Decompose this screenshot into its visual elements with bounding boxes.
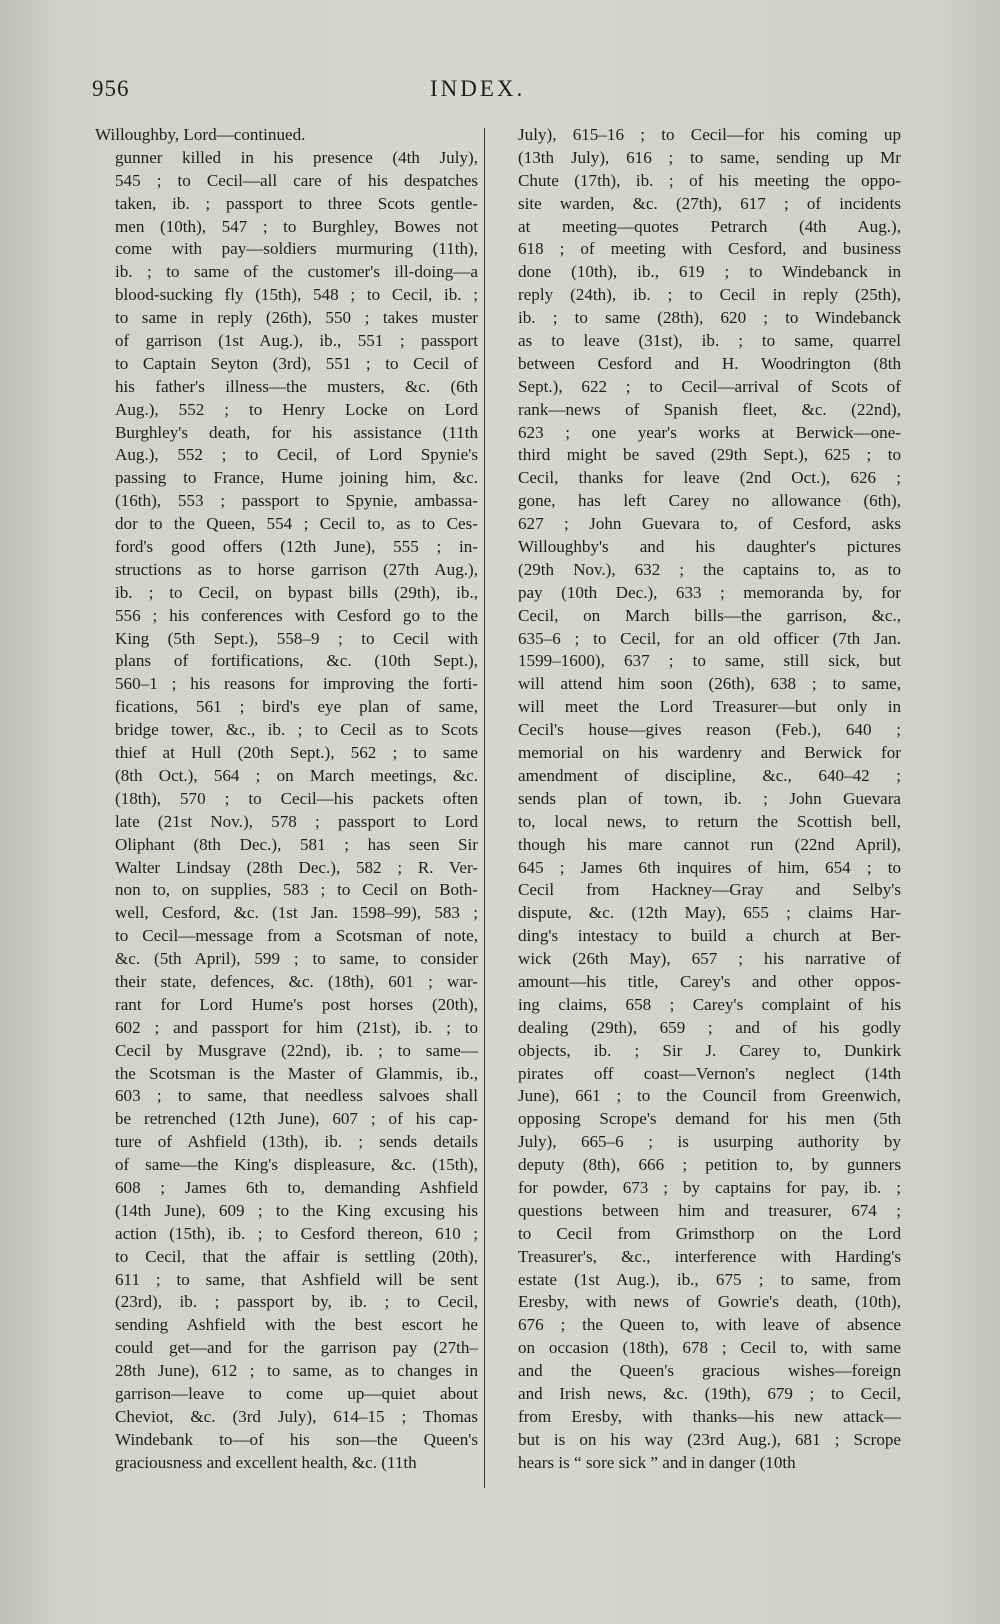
index-line: though his mare cannot run (22nd April), xyxy=(518,834,901,854)
index-line: estate (1st Aug.), ib., 675 ; to same, from xyxy=(518,1269,901,1289)
index-line: but is on his way (23rd Aug.), 681 ; Scrope xyxy=(518,1429,901,1449)
index-line: third might be saved (29th Sept.), 625 ; to xyxy=(518,445,901,465)
index-line: ib. ; to same of the customer's ill-doing—a xyxy=(115,262,478,282)
index-line: King (5th Sept.), 558–9 ; to Cecil with xyxy=(115,628,478,648)
index-line: 28th June), 612 ; to same, as to changes in xyxy=(115,1361,478,1381)
index-line: on occasion (18th), 678 ; Cecil to, with same xyxy=(518,1338,901,1358)
index-line: Burghley's death, for his assistance (11th xyxy=(115,422,478,442)
index-line: to Cecil—message from a Scotsman of note, xyxy=(115,926,478,946)
index-line: memorial on his wardenry and Berwick for xyxy=(518,743,901,763)
index-line: Cecil, on March bills—the garrison, &c., xyxy=(518,605,901,625)
index-line: amendment of discipline, &c., 640–42 ; xyxy=(518,765,901,785)
index-line: pay (10th Dec.), 633 ; memoranda by, for xyxy=(518,582,901,602)
index-line: Aug.), 552 ; to Henry Locke on Lord xyxy=(115,399,478,419)
index-line: rant for Lord Hume's post horses (20th), xyxy=(115,994,478,1014)
index-line: could get—and for the garrison pay (27th– xyxy=(115,1338,478,1358)
index-line: July), 615–16 ; to Cecil—for his coming up xyxy=(518,125,901,144)
index-line: ib. ; to same (28th), 620 ; to Windebanck xyxy=(518,308,901,328)
index-line: ding's intestacy to build a church at Ber- xyxy=(518,926,901,946)
index-line: reply (24th), ib. ; to Cecil in reply (25th), xyxy=(518,285,901,305)
column-divider xyxy=(484,128,485,1488)
index-line: questions between him and treasurer, 674 ; xyxy=(518,1200,901,1220)
index-line: opposing Scrope's demand for his men (5th xyxy=(518,1109,901,1129)
index-line: blood-sucking fly (15th), 548 ; to Cecil, ib. ; xyxy=(115,285,478,305)
right-column xyxy=(518,124,901,1475)
index-line: done (10th), ib., 619 ; to Windebanck in xyxy=(518,262,901,282)
index-line: bridge tower, &c., ib. ; to Cecil as to Scots xyxy=(115,720,478,740)
index-line: 623 ; one year's works at Berwick—one- xyxy=(518,422,901,442)
index-line: Willoughby's and his daughter's pictures xyxy=(518,537,901,557)
index-line: as to leave (31st), ib. ; to same, quarrel xyxy=(518,331,901,351)
index-line: Treasurer's, &c., interference with Harding's xyxy=(518,1246,901,1266)
index-line: well, Cesford, &c. (1st Jan. 1598–99), 583 ; xyxy=(115,903,478,923)
index-line: 560–1 ; his reasons for improving the forti- xyxy=(115,674,478,694)
index-line: gone, has left Carey no allowance (6th), xyxy=(518,491,901,511)
index-line: 635–6 ; to Cecil, for an old officer (7th Jan. xyxy=(518,628,901,648)
index-line: site warden, &c. (27th), 617 ; of incidents xyxy=(518,193,901,213)
running-head: INDEX. xyxy=(430,76,526,101)
index-line: Cheviot, &c. (3rd July), 614–15 ; Thomas xyxy=(115,1406,478,1426)
index-line: pirates off coast—Vernon's neglect (14th xyxy=(518,1063,901,1083)
index-line: Windebank to—of his son—the Queen's xyxy=(115,1429,478,1449)
index-line: from Eresby, with thanks—his new attack— xyxy=(518,1406,901,1426)
index-line: (14th June), 609 ; to the King excusing his xyxy=(115,1200,478,1220)
index-line: be retrenched (12th June), 607 ; of his cap- xyxy=(115,1109,478,1129)
index-line: 1599–1600), 637 ; to same, still sick, but xyxy=(518,651,901,671)
index-line: late (21st Nov.), 578 ; passport to Lord xyxy=(115,811,478,831)
index-line: 545 ; to Cecil—all care of his despatches xyxy=(115,170,478,190)
index-line: Willoughby, Lord—continued. xyxy=(95,125,306,144)
index-line: deputy (8th), 666 ; petition to, by gunners xyxy=(518,1155,901,1175)
index-line: rank—news of Spanish fleet, &c. (22nd), xyxy=(518,399,901,419)
index-line: to Cecil from Grimsthorp on the Lord xyxy=(518,1223,901,1243)
index-line: June), 661 ; to the Council from Greenwich, xyxy=(518,1086,901,1106)
index-line: (18th), 570 ; to Cecil—his packets often xyxy=(115,788,478,808)
index-line: 627 ; John Guevara to, of Cesford, asks xyxy=(518,514,901,534)
index-line: the Scotsman is the Master of Glammis, ib., xyxy=(115,1063,478,1083)
index-line: 608 ; James 6th to, demanding Ashfield xyxy=(115,1177,478,1197)
index-line: and Irish news, &c. (19th), 679 ; to Cecil, xyxy=(518,1383,901,1403)
index-line: ford's good offers (12th June), 555 ; in- xyxy=(115,537,478,557)
index-line: (13th July), 616 ; to same, sending up Mr xyxy=(518,147,901,167)
index-line: plans of fortifications, &c. (10th Sept.), xyxy=(115,651,478,671)
index-line: hears is “ sore sick ” and in danger (10th xyxy=(518,1452,796,1472)
index-line: taken, ib. ; passport to three Scots gentle- xyxy=(115,193,478,213)
index-line: 611 ; to same, that Ashfield will be sent xyxy=(115,1269,478,1289)
index-line: Cecil from Hackney—Gray and Selby's xyxy=(518,880,901,900)
index-line: sending Ashfield with the best escort he xyxy=(115,1315,478,1335)
index-line: at meeting—quotes Petrarch (4th Aug.), xyxy=(518,216,901,236)
index-line: non to, on supplies, 583 ; to Cecil on Both- xyxy=(115,880,478,900)
index-line: and the Queen's gracious wishes—foreign xyxy=(518,1361,901,1381)
index-line: men (10th), 547 ; to Burghley, Bowes not xyxy=(115,216,478,236)
index-line: of garrison (1st Aug.), ib., 551 ; passport xyxy=(115,331,478,351)
index-line: amount—his title, Carey's and other oppos- xyxy=(518,971,901,991)
index-line: Oliphant (8th Dec.), 581 ; has seen Sir xyxy=(115,834,478,854)
left-column xyxy=(95,124,478,1475)
index-line: structions as to horse garrison (27th Aug.), xyxy=(115,559,478,579)
index-line: will attend him soon (26th), 638 ; to same, xyxy=(518,674,901,694)
index-line: come with pay—soldiers murmuring (11th), xyxy=(115,239,478,259)
index-line: dealing (29th), 659 ; and of his godly xyxy=(518,1017,901,1037)
index-line: will meet the Lord Treasurer—but only in xyxy=(518,697,901,717)
index-line: graciousness and excellent health, &c. (11th xyxy=(115,1452,417,1472)
index-line: &c. (5th April), 599 ; to same, to consider xyxy=(115,949,478,969)
index-line: dor to the Queen, 554 ; Cecil to, as to Ces- xyxy=(115,514,478,534)
index-line: sends plan of town, ib. ; John Guevara xyxy=(518,788,901,808)
index-line: ing claims, 658 ; Carey's complaint of his xyxy=(518,994,901,1014)
index-line: his father's illness—the musters, &c. (6th xyxy=(115,376,478,396)
index-line: ib. ; to Cecil, on bypast bills (29th), ib., xyxy=(115,582,478,602)
index-line: ture of Ashfield (13th), ib. ; sends details xyxy=(115,1132,478,1152)
index-line: garrison—leave to come up—quiet about xyxy=(115,1383,478,1403)
index-line: their state, defences, &c. (18th), 601 ; war- xyxy=(115,971,478,991)
index-line: fications, 561 ; bird's eye plan of same, xyxy=(115,697,478,717)
index-line: July), 665–6 ; is usurping authority by xyxy=(518,1132,901,1152)
index-line: to, local news, to return the Scottish bell, xyxy=(518,811,901,831)
index-line: Walter Lindsay (28th Dec.), 582 ; R. Ver- xyxy=(115,857,478,877)
index-line: thief at Hull (20th Sept.), 562 ; to same xyxy=(115,743,478,763)
index-line: action (15th), ib. ; to Cesford thereon, 610 ; xyxy=(115,1223,478,1243)
index-line: Cecil's house—gives reason (Feb.), 640 ; xyxy=(518,720,901,740)
index-line: Eresby, with news of Gowrie's death, (10th), xyxy=(518,1292,901,1312)
index-line: Cecil by Musgrave (22nd), ib. ; to same— xyxy=(115,1040,478,1060)
index-line: (8th Oct.), 564 ; on March meetings, &c. xyxy=(115,765,478,785)
index-line: for powder, 673 ; by captains for pay, ib. ; xyxy=(518,1177,901,1197)
index-line: (23rd), ib. ; passport by, ib. ; to Cecil, xyxy=(115,1292,478,1312)
index-line: 556 ; his conferences with Cesford go to the xyxy=(115,605,478,625)
index-line: gunner killed in his presence (4th July), xyxy=(115,147,478,167)
index-line: 602 ; and passport for him (21st), ib. ; to xyxy=(115,1017,478,1037)
index-line: Chute (17th), ib. ; of his meeting the oppo- xyxy=(518,170,901,190)
index-line: dispute, &c. (12th May), 655 ; claims Har- xyxy=(518,903,901,923)
index-line: (29th Nov.), 632 ; the captains to, as to xyxy=(518,559,901,579)
index-line: objects, ib. ; Sir J. Carey to, Dunkirk xyxy=(518,1040,901,1060)
index-line: to Cecil, that the affair is settling (20th), xyxy=(115,1246,478,1266)
index-line: wick (26th May), 657 ; his narrative of xyxy=(518,949,901,969)
index-line: 645 ; James 6th inquires of him, 654 ; to xyxy=(518,857,901,877)
index-line: between Cesford and H. Woodrington (8th xyxy=(518,353,901,373)
index-line: (16th), 553 ; passport to Spynie, ambassa- xyxy=(115,491,478,511)
index-line: passing to France, Hume joining him, &c. xyxy=(115,468,478,488)
index-line: of same—the King's displeasure, &c. (15th), xyxy=(115,1155,478,1175)
index-line: to Captain Seyton (3rd), 551 ; to Cecil of xyxy=(115,353,478,373)
index-line: Cecil, thanks for leave (2nd Oct.), 626 ; xyxy=(518,468,901,488)
index-line: Aug.), 552 ; to Cecil, of Lord Spynie's xyxy=(115,445,478,465)
index-line: 618 ; of meeting with Cesford, and business xyxy=(518,239,901,259)
page-number: 956 xyxy=(92,76,130,101)
index-line: to same in reply (26th), 550 ; takes muster xyxy=(115,308,478,328)
index-line: Sept.), 622 ; to Cecil—arrival of Scots of xyxy=(518,376,901,396)
index-line: 676 ; the Queen to, with leave of absence xyxy=(518,1315,901,1335)
index-line: 603 ; to same, that needless salvoes shall xyxy=(115,1086,478,1106)
